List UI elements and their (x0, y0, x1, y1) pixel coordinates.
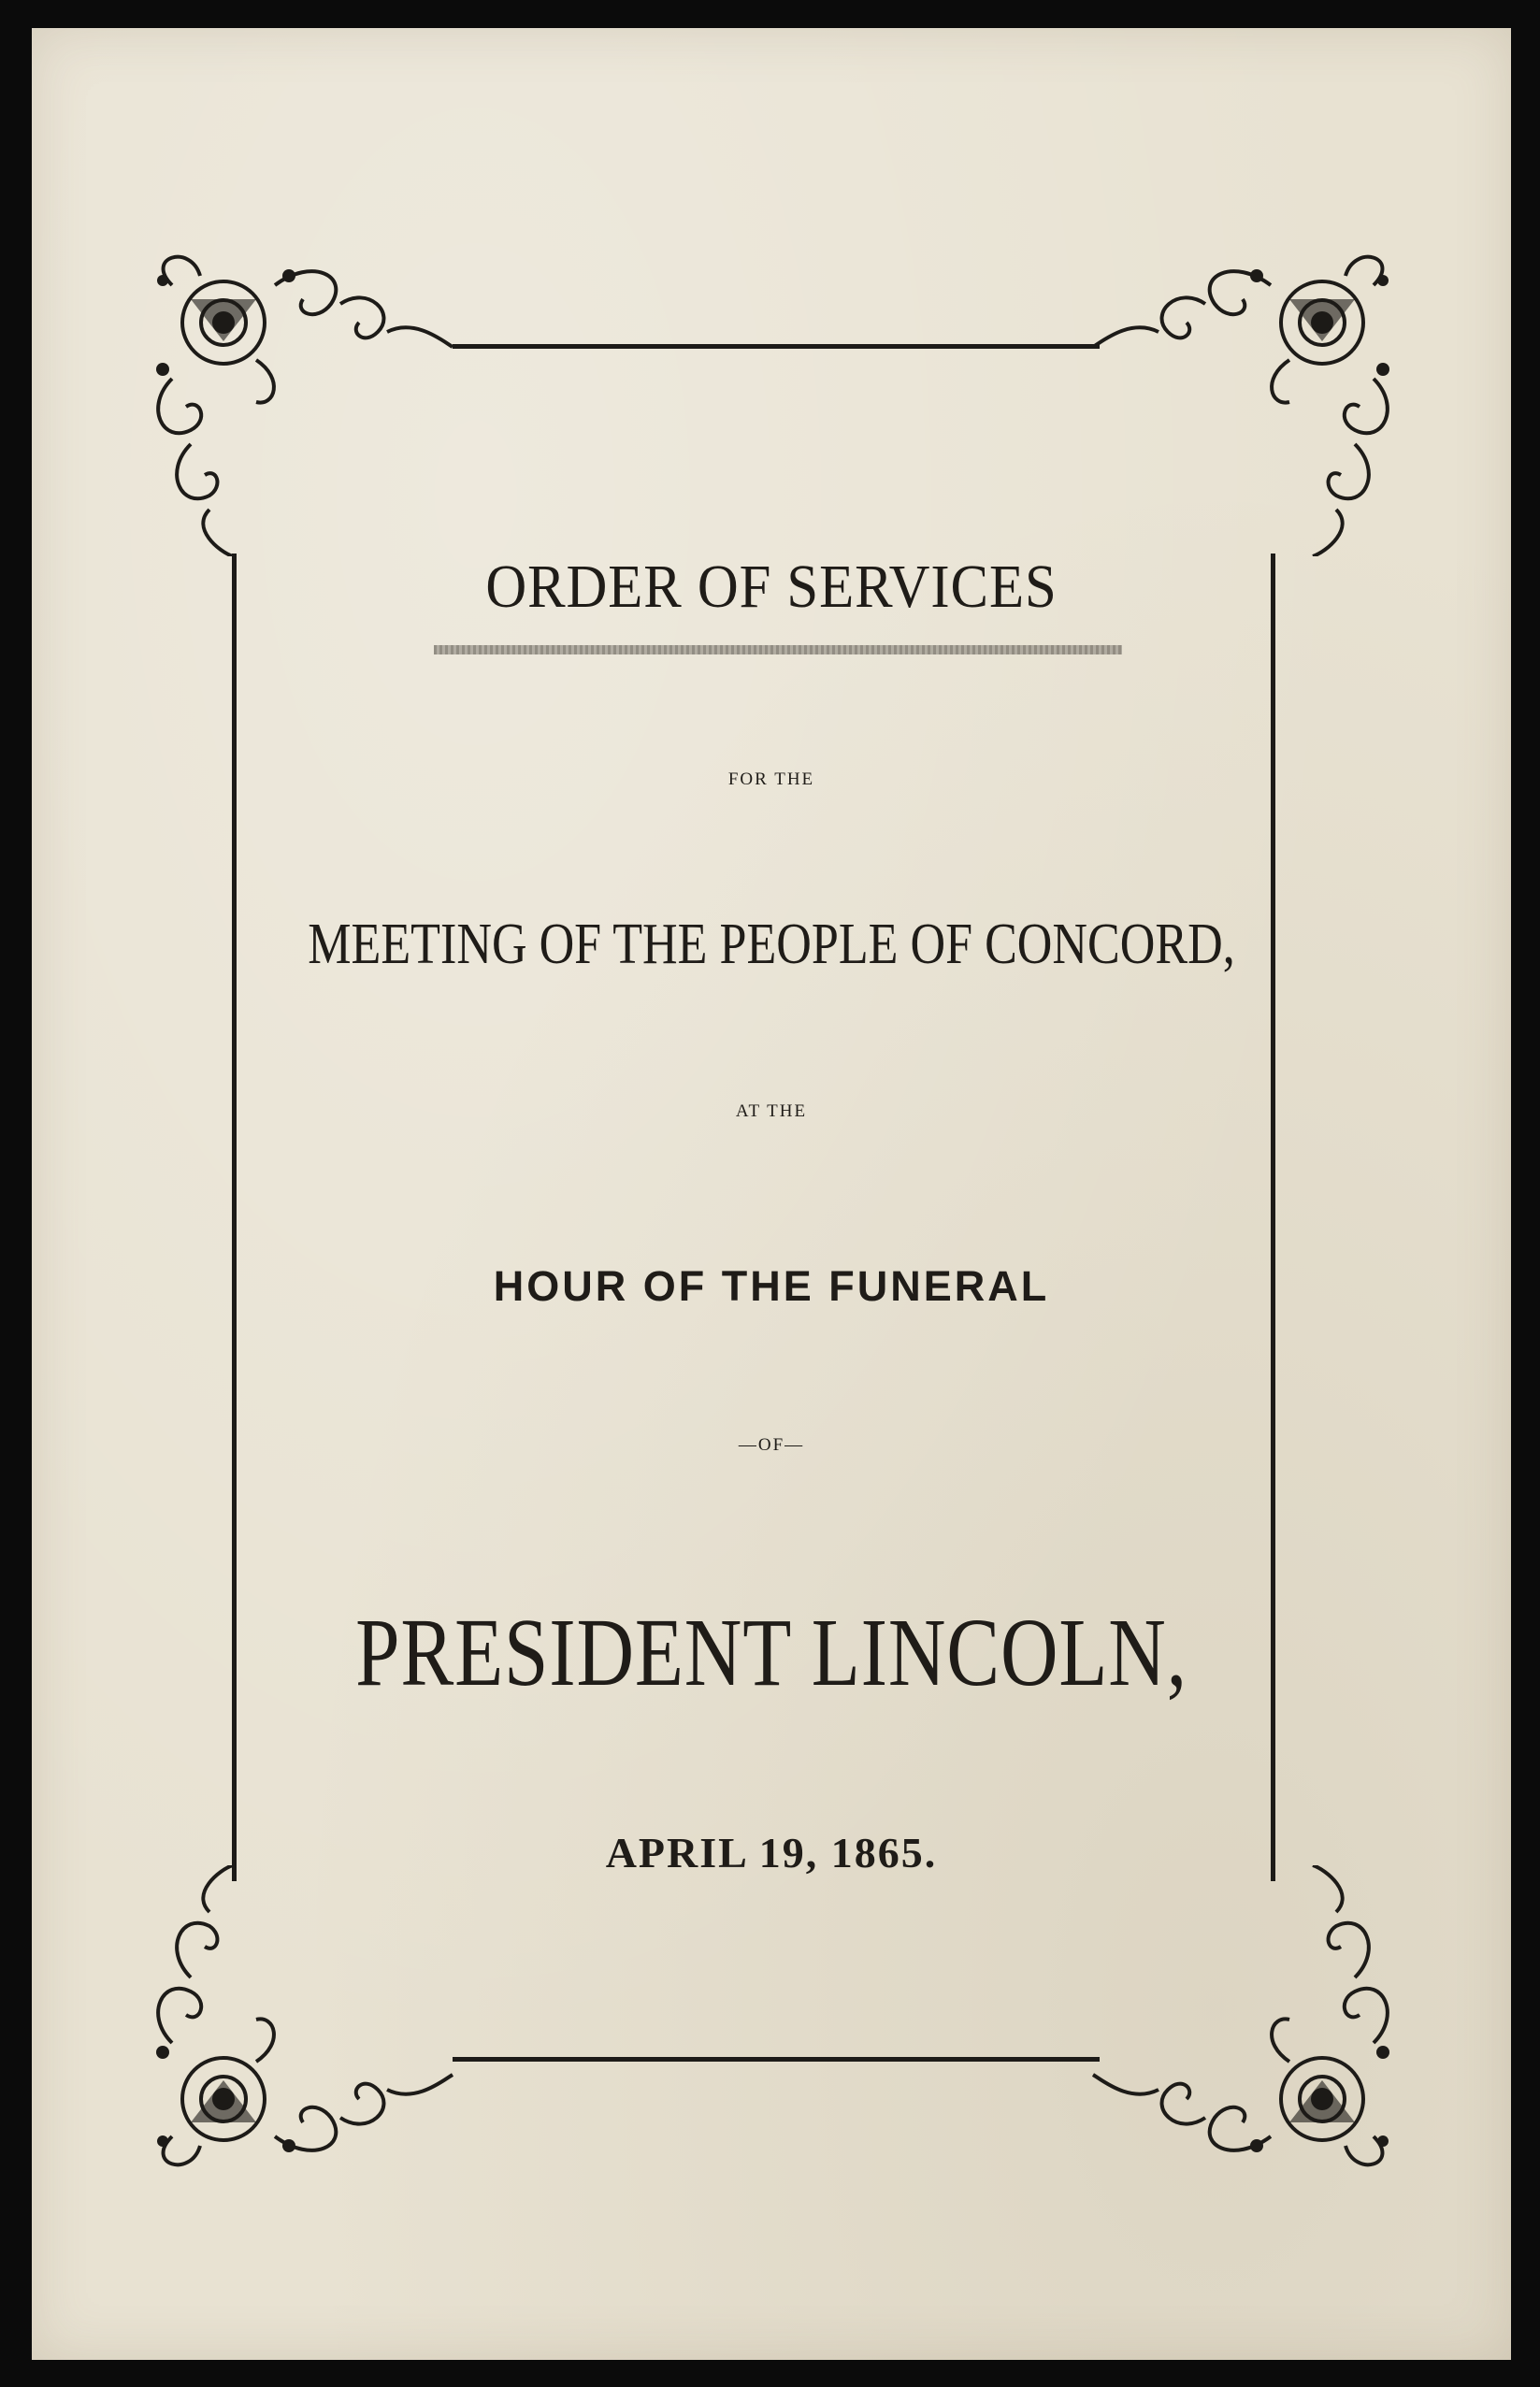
frame-rule-top (453, 344, 1100, 349)
document-page (32, 28, 1511, 2360)
at-the-text: AT THE (735, 1101, 808, 1121)
date-text: APRIL 19, 1865. (605, 1829, 938, 1877)
for-the-text: FOR THE (727, 769, 815, 789)
title-underline (434, 645, 1122, 654)
document-title: ORDER OF SERVICES (485, 553, 1058, 621)
floral-corner-ornament-top-right (1018, 248, 1411, 556)
floral-corner-ornament-top-left (135, 248, 527, 556)
frame-rule-bottom (453, 2057, 1100, 2062)
of-text: —OF— (738, 1435, 805, 1455)
meeting-heading: MEETING OF THE PEOPLE OF CONCORD, (308, 913, 1235, 976)
president-heading: PRESIDENT LINCOLN, (355, 1599, 1187, 1706)
floral-corner-ornament-bottom-left (135, 1865, 527, 2174)
hour-heading: HOUR OF THE FUNERAL (493, 1262, 1050, 1310)
floral-corner-ornament-bottom-right (1018, 1865, 1411, 2174)
